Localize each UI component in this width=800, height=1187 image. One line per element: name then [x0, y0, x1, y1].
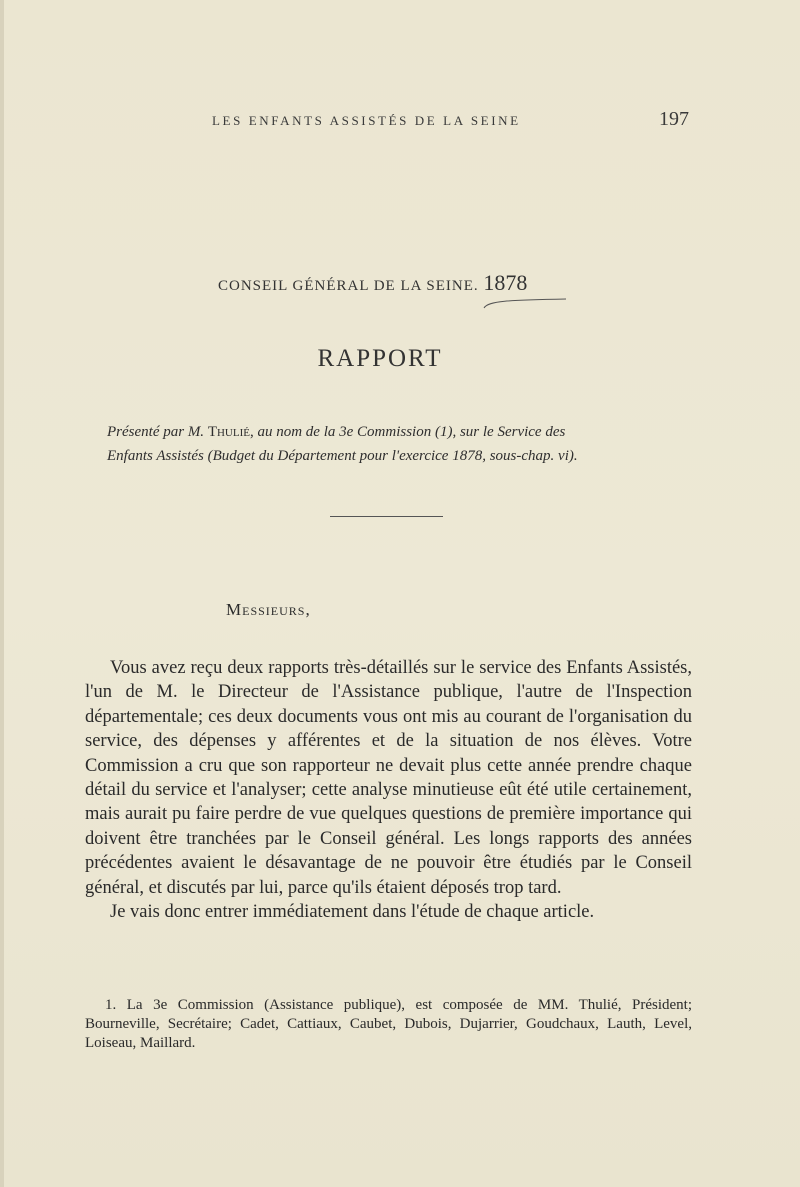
report-title: RAPPORT: [317, 345, 443, 372]
flourish-ornament: [478, 296, 568, 310]
report-subtitle: [107, 420, 690, 468]
footnote-text: 1. La 3e Commission (Assistance publique), est composée de MM. Thulié, Président; Bourneville, Secrétaire; Cadet, Cattiaux, Caubet, Dubois, Dujarrier, Goudchaux, Lauth, Level, Loiseau, Maillard.: [85, 997, 692, 1051]
council-heading: [218, 270, 527, 296]
body-text: [85, 656, 692, 924]
body-paragraph-1: Vous avez reçu deux rapports très-détaillés sur le service des Enfants Assistés, l'un de M. le Directeur de l'Assistance publique, l'autre de l'Inspection départementale; ces deux documents vous ont mis au courant de l'organisation du service, des dépenses y afférentes et de la situation de nos élèves. Votre Commission a cru que son rapporteur ne devait plus cette année prendre chaque détail du service et l'analyser; cette analyse minutieuse eût été utile certainement, mais aurait pu faire perdre de vue quelques questions de première importance qui doivent être tranchées par le Conseil général. Les longs rapports des années précédentes avaient le désavantage de ne pouvoir être étudiés par le Conseil général, et discutés par lui, parce qu'ils étaient déposés trop tard.: [85, 658, 692, 898]
footnote: [85, 996, 692, 1053]
subtitle-commission: au nom de la 3e Commission (1), sur le Service des: [257, 424, 566, 440]
page-edge-shadow: [0, 0, 4, 1187]
council-name: CONSEIL GÉNÉRAL DE LA SEINE.: [218, 278, 479, 294]
subtitle-line-1: [107, 420, 690, 444]
section-divider: [330, 516, 443, 517]
running-head: LES ENFANTS ASSISTÉS DE LA SEINE: [212, 113, 521, 128]
subtitle-presented-by: Présenté par M.: [107, 424, 205, 440]
subtitle-line-2: Enfants Assistés (Budget du Département pour l'exercice 1878, sous-chap. vi).: [107, 448, 578, 464]
salutation: Messieurs,: [226, 600, 311, 619]
subtitle-author-name: Thulié,: [207, 424, 254, 440]
council-year: 1878: [483, 270, 528, 295]
body-paragraph-2: Je vais donc entrer immédiatement dans l'étude de chaque article.: [110, 902, 595, 923]
page-number: 197: [659, 108, 689, 130]
